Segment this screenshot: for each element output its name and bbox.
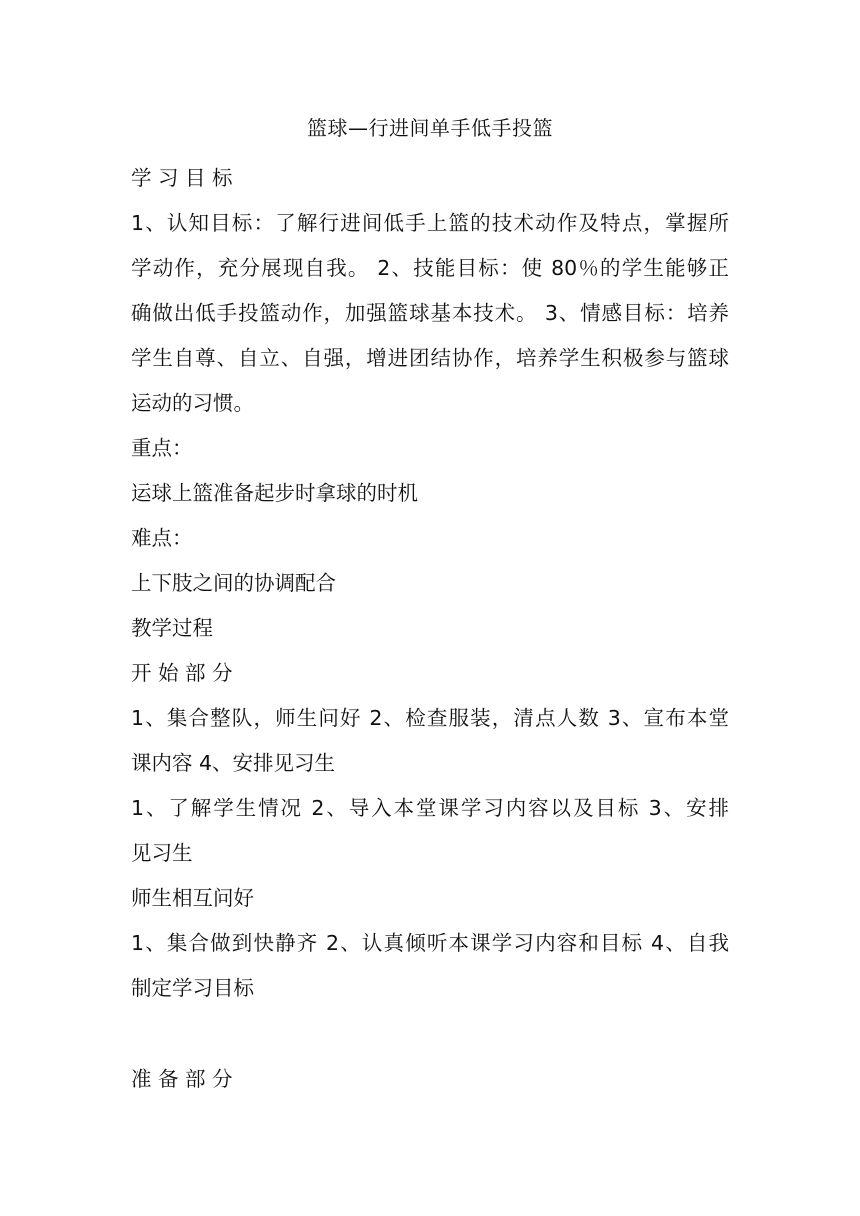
paragraph-line: 学动作，充分展现自我。 2、技能目标：使 80％的学生能够正 bbox=[131, 256, 729, 280]
paragraph-line: 1、了解学生情况 2、导入本堂课学习内容以及目标 3、安排 bbox=[131, 796, 729, 820]
paragraph-line: 师生相互问好 bbox=[131, 886, 254, 910]
paragraph-line: 1、认知目标：了解行进间低手上篮的技术动作及特点，掌握所 bbox=[131, 211, 729, 235]
paragraph-line: 运动的习惯。 bbox=[131, 391, 254, 415]
teaching-process-heading: 教学过程 bbox=[131, 616, 213, 640]
paragraph-line: 见习生 bbox=[131, 841, 193, 865]
key-point-label: 重点： bbox=[131, 436, 193, 460]
paragraph-line: 制定学习目标 bbox=[131, 976, 254, 1000]
paragraph-line: 1、集合整队，师生问好 2、检查服装，清点人数 3、宣布本堂 bbox=[131, 706, 729, 730]
paragraph-line: 学生自尊、自立、自强，增进团结协作，培养学生积极参与篮球 bbox=[131, 346, 729, 370]
section-heading-learning-goals: 学 习 目 标 bbox=[131, 166, 233, 190]
section-heading-preparation: 准 备 部 分 bbox=[131, 1067, 233, 1091]
section-heading-opening: 开 始 部 分 bbox=[131, 661, 233, 685]
difficulty-label: 难点： bbox=[131, 526, 193, 550]
blank-line bbox=[131, 1011, 729, 1057]
paragraph-line: 确做出低手投篮动作，加强篮球基本技术。 3、情感目标：培养 bbox=[131, 301, 729, 325]
document-title: 篮球—行进间单手低手投篮 bbox=[307, 116, 553, 140]
key-point-text: 运球上篮准备起步时拿球的时机 bbox=[131, 481, 418, 505]
paragraph-line: 课内容 4、安排见习生 bbox=[131, 751, 336, 775]
paragraph-line: 1、集合做到快静齐 2、认真倾听本课学习内容和目标 4、自我 bbox=[131, 931, 729, 955]
document-body bbox=[131, 156, 729, 1102]
difficulty-text: 上下肢之间的协调配合 bbox=[131, 571, 336, 595]
